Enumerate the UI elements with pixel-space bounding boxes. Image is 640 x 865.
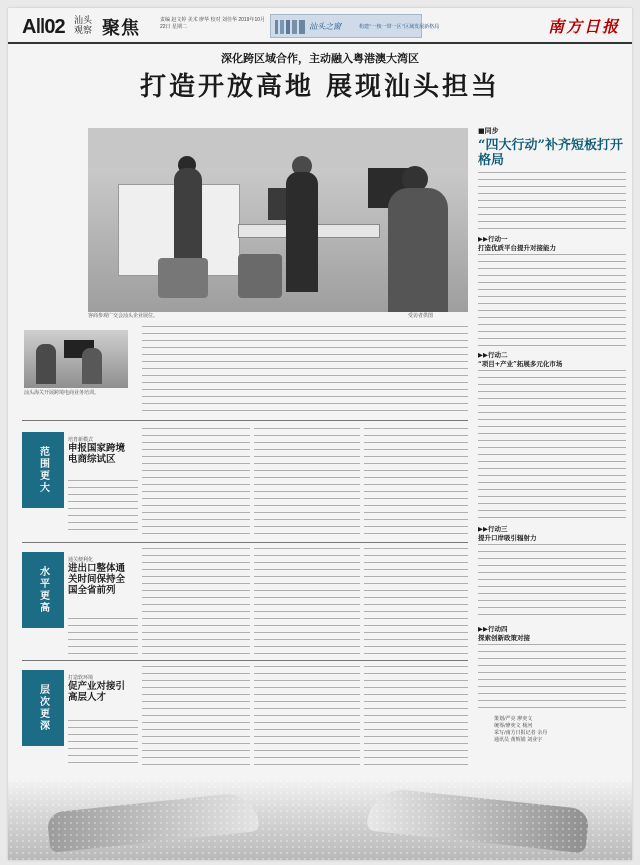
credit-line: 统筹/廖奕文 杨河: [494, 723, 533, 729]
page-meta: 责编 赵文婷 美术 廖华 校对 刘佳华 2019年10月22日 星期二: [160, 17, 266, 30]
section-title: 聚焦: [102, 18, 140, 39]
sidebar-subhead-3: ▶▶行动三: [478, 525, 508, 533]
newspaper-logo: 南方日报: [547, 17, 620, 36]
lead-text: [142, 326, 468, 414]
band-3-title: 促产业对接引高层人才: [68, 681, 126, 703]
section-band-1: 范围更大: [22, 432, 64, 508]
sidebar-subhead-1: ▶▶行动一: [478, 235, 508, 243]
newspaper-page: [8, 8, 632, 860]
text-column: [364, 548, 468, 654]
photo-credit: 受访者供图: [408, 313, 434, 319]
text-column: [142, 428, 250, 536]
sidebar-subhead-2-title: “项目+产业”拓展多元化市场: [478, 360, 563, 368]
text-column: [364, 666, 468, 768]
band-2-title: 进出口整体通关时间保持全国全省前列: [68, 563, 126, 596]
section-band-3: 层次更深: [22, 670, 64, 746]
main-photo-caption: 客商参观广交会汕头企业展位。: [88, 313, 159, 319]
band-1-title: 申报国家跨境电商综试区: [68, 443, 126, 465]
article-kicker: 深化跨区域合作，主动融入粤港澳大湾区: [221, 52, 419, 65]
band-1-lead: 培育新模式: [68, 437, 94, 443]
sidebar-subhead-4: ▶▶行动四: [478, 625, 508, 633]
main-photo: [88, 128, 468, 312]
sidebar-box: [478, 126, 626, 716]
sidebar-label: ■同步: [478, 126, 499, 135]
text-column: [254, 666, 360, 768]
text-column: [364, 428, 468, 536]
page-number: A‖02: [22, 16, 65, 38]
credit-line: 通讯员 黄辉娟 刘业宇: [494, 737, 543, 743]
text-column: [254, 428, 360, 536]
bottom-illustration: [8, 778, 632, 860]
band-3-lead: 打造软环境: [68, 675, 94, 681]
section-band-2: 水平更高: [22, 552, 64, 628]
text-column: [68, 480, 138, 536]
text-column: [68, 618, 138, 654]
band-3-heading: [68, 674, 128, 703]
text-column: [254, 548, 360, 654]
credit-line: 采写/南方日报记者 余丹: [494, 730, 548, 736]
article-headline: 打造开放高地 展现汕头担当: [139, 72, 501, 102]
sidebar-subhead-3-title: 提升口岸吸引辐射力: [478, 534, 537, 542]
small-photo: [24, 330, 128, 388]
text-column: [68, 720, 138, 768]
sidebar-subhead-1-title: 打造优质平台提升对接能力: [478, 244, 556, 252]
small-photo-caption: 汕头海关开展跨境电商业务培训。: [24, 390, 100, 396]
page-header: [8, 8, 632, 44]
header-banner: [270, 14, 440, 38]
text-column: [142, 666, 250, 768]
band-2-lead: 通关便利化: [68, 557, 94, 563]
sidebar-subhead-4-title: 探索创新政策对接: [478, 634, 530, 642]
banner-subtitle: 构建“一核一带一区”区域发展新格局: [359, 24, 440, 30]
section-small-label: 汕头 观察: [74, 16, 93, 36]
article-credits: [494, 716, 547, 744]
credit-line: 策划/严亮 廖奕文: [494, 716, 533, 722]
band-1-heading: [68, 436, 128, 465]
text-column: [142, 548, 250, 654]
sidebar-title: “四大行动”补齐短板打开格局: [478, 138, 623, 168]
sidebar-subhead-2: ▶▶行动二: [478, 351, 508, 359]
band-2-heading: [68, 556, 128, 596]
skyline-icon: [275, 20, 305, 34]
banner-title: 汕头之窗: [309, 22, 341, 31]
